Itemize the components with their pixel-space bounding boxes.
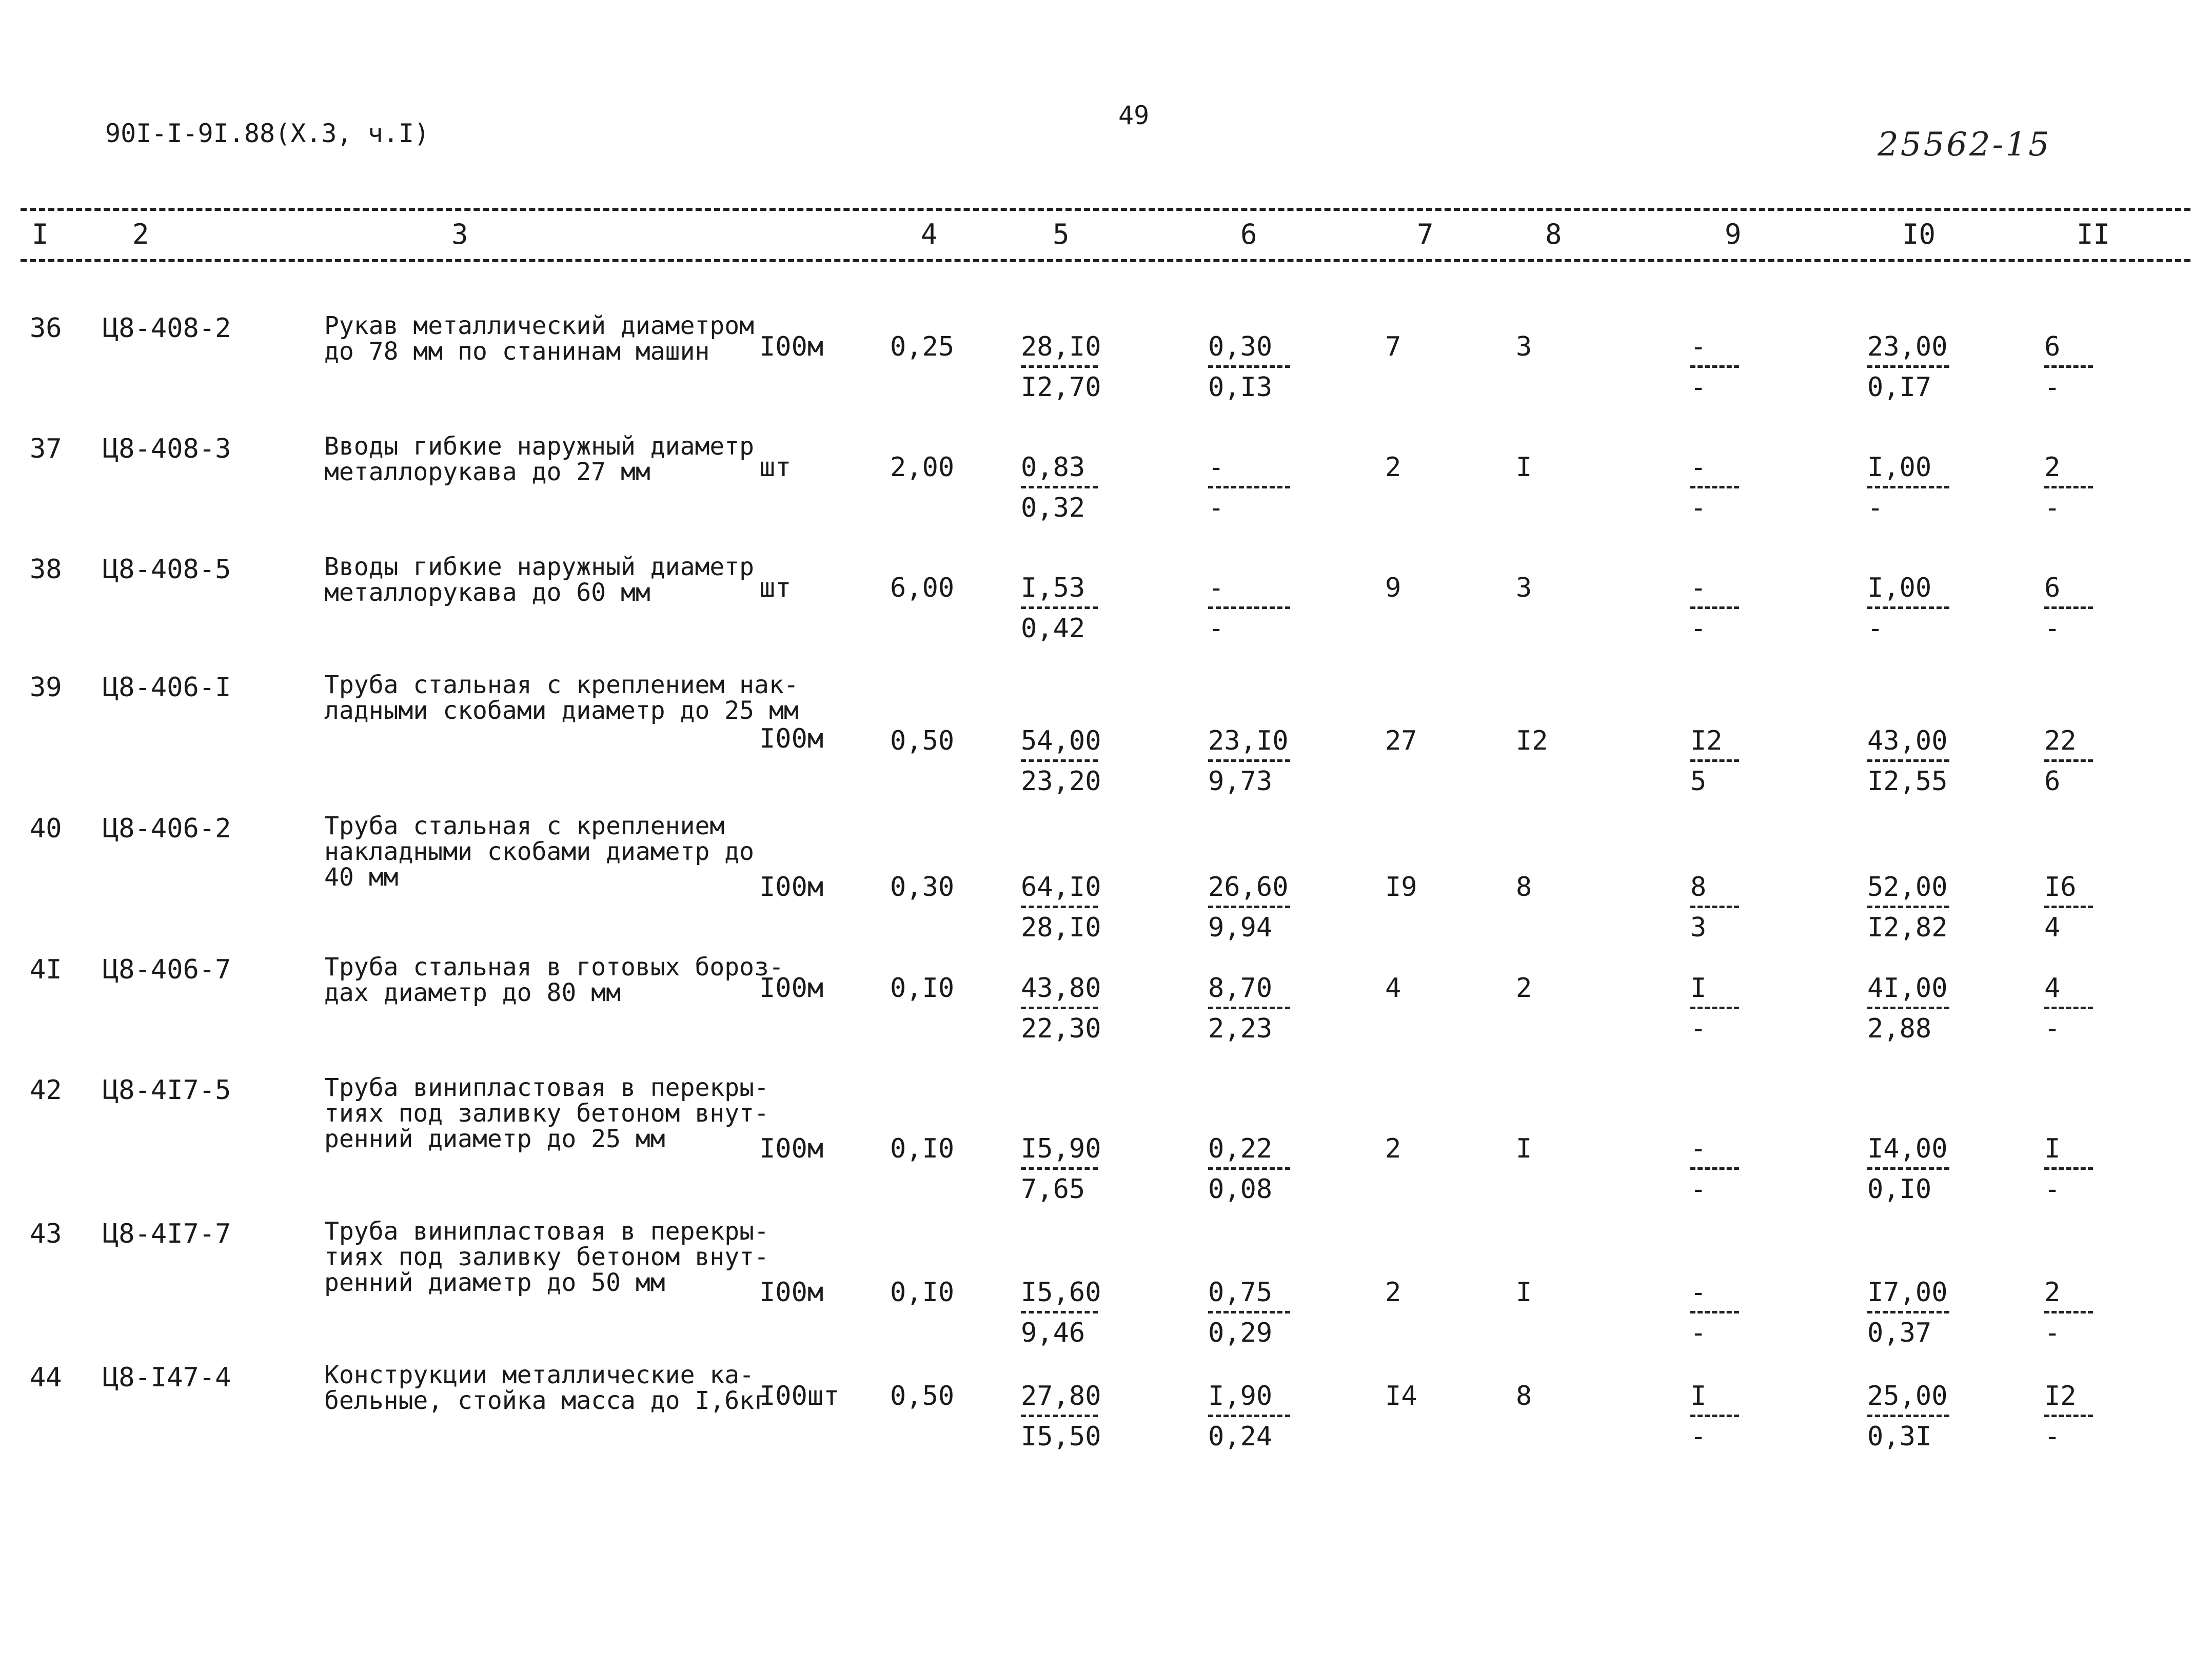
document-code: 90I-I-9I.88(X.3, ч.I) [105,119,430,148]
fraction-bar [2044,906,2093,908]
fraction-c9 [1690,454,1739,521]
fraction-numerator: 23,00 [1867,331,1948,362]
work-description [324,813,754,890]
work-description-line: металлорукава до 60 мм [324,578,650,607]
col-header-6: 6 [1240,218,1257,250]
fraction-numerator: I2 [1690,725,1723,756]
fraction-bar [1867,1167,1949,1170]
unit-of-measure: I00м [759,1133,824,1164]
fraction-denominator: - [1690,1318,1707,1348]
fraction-c6 [1208,874,1290,941]
fraction-c6 [1208,1279,1290,1346]
fraction-denominator: - [2044,493,2061,523]
row-number: 38 [30,554,62,585]
fraction-bar [1021,1007,1098,1009]
fraction-denominator: 0,I7 [1867,372,1932,403]
unit-of-measure: I00м [759,973,824,1004]
work-description-line: Конструкции металлические ка- [324,1361,755,1389]
fraction-c10 [1867,1383,1949,1450]
fraction-c6 [1208,575,1290,642]
fraction-denominator: - [1208,613,1224,644]
fraction-numerator: 4 [2044,973,2061,1004]
column-7-value: 2 [1385,1133,1401,1164]
work-description-line: Труба винипластовая в перекры- [324,1073,769,1102]
fraction-denominator: 4 [2044,912,2061,943]
fraction-denominator: 0,37 [1867,1318,1932,1348]
fraction-bar [1208,486,1290,488]
column-8-value: 3 [1516,573,1532,603]
work-description [324,313,754,364]
work-description-line: тиях под заливку бетоном внут- [324,1099,769,1128]
fraction-numerator: 8,70 [1208,973,1273,1004]
fraction-denominator: - [2044,1421,2061,1452]
fraction-bar [1867,365,1949,368]
fraction-denominator: 23,20 [1021,766,1101,797]
fraction-bar [1690,906,1739,908]
fraction-denominator: - [1690,1421,1707,1452]
fraction-numerator: - [1690,452,1707,483]
fraction-denominator: 2,23 [1208,1013,1273,1044]
work-description [324,434,754,485]
fraction-c10 [1867,1279,1949,1346]
fraction-denominator: I2,70 [1021,372,1101,403]
work-description-line: тиях под заливку бетоном внут- [324,1243,769,1271]
fraction-numerator: 25,00 [1867,1381,1948,1411]
work-description [324,554,754,605]
col-header-5: 5 [1053,218,1070,250]
fraction-denominator: 28,I0 [1021,912,1101,943]
fraction-bar [2044,1167,2093,1170]
row-number: 44 [30,1362,62,1393]
fraction-bar [1208,1415,1290,1417]
fraction-numerator: I,00 [1867,452,1932,483]
fraction-numerator: 52,00 [1867,872,1948,903]
column-7-value: 4 [1385,973,1401,1004]
work-description-line: Труба стальная в готовых бороз- [324,953,784,982]
col-header-4: 4 [921,218,938,250]
page-number: 49 [1118,101,1150,130]
quantity: 0,25 [890,331,955,362]
fraction-denominator: - [2044,372,2061,403]
work-description-line: накладными скобами диаметр до [324,837,755,866]
fraction-c6 [1208,725,1290,797]
work-description-line: ладными скобами диаметр до 25 мм [324,696,799,725]
column-8-value: 2 [1516,973,1532,1004]
fraction-c11 [2044,874,2093,941]
fraction-denominator: - [2044,1174,2061,1205]
fraction-c11 [2044,1383,2093,1450]
fraction-numerator: I,53 [1021,573,1085,603]
fraction-denominator: 0,3I [1867,1421,1932,1452]
fraction-c6 [1208,1383,1290,1450]
fraction-bar [1867,606,1949,609]
fraction-bar [1021,365,1098,368]
quantity: 6,00 [890,573,955,603]
fraction-bar [1690,606,1739,609]
col-header-7: 7 [1417,218,1434,250]
fraction-c11 [2044,1135,2093,1203]
column-7-value: 2 [1385,1277,1401,1308]
fraction-c5 [1021,725,1101,797]
work-description [324,1362,769,1414]
fraction-denominator: 0,I3 [1208,372,1273,403]
fraction-bar [2044,759,2093,762]
fraction-numerator: I5,90 [1021,1133,1101,1164]
work-description-line: дах диаметр до 80 мм [324,978,621,1007]
fraction-c11 [2044,1279,2093,1346]
column-8-value: I [1516,1133,1532,1164]
quantity: 2,00 [890,452,955,483]
handwritten-document-number: 25562-15 [1878,126,2051,164]
quantity: 0,50 [890,725,955,756]
fraction-numerator: I7,00 [1867,1277,1948,1308]
fraction-bar [2044,606,2093,609]
fraction-bar [1867,759,1949,762]
col-header-2: 2 [132,218,149,250]
work-description-line: ренний диаметр до 50 мм [324,1268,665,1297]
fraction-denominator: - [1208,493,1224,523]
fraction-numerator: 6 [2044,573,2061,603]
fraction-bar [1208,1167,1290,1170]
unit-of-measure: I00м [759,723,824,754]
fraction-c9 [1690,575,1739,642]
fraction-c9 [1690,1279,1739,1346]
fraction-bar [1690,365,1739,368]
fraction-bar [1021,1415,1098,1417]
fraction-numerator: - [1690,1277,1707,1308]
fraction-c10 [1867,575,1949,642]
fraction-numerator: 26,60 [1208,872,1289,903]
fraction-bar [1867,1311,1949,1313]
fraction-denominator: - [2044,613,2061,644]
fraction-numerator: 28,I0 [1021,331,1101,362]
fraction-c9 [1690,1135,1739,1203]
work-description-line: Труба стальная с креплением [324,812,725,840]
column-7-value: 9 [1385,573,1401,603]
fraction-numerator: 23,I0 [1208,725,1289,756]
row-number: 4I [30,954,62,985]
fraction-bar [1867,1007,1949,1009]
column-7-value: I4 [1385,1381,1417,1411]
fraction-numerator: I5,60 [1021,1277,1101,1308]
fraction-bar [1690,486,1739,488]
fraction-numerator: I,90 [1208,1381,1273,1411]
rate-code: Ц8-408-5 [103,554,231,585]
fraction-c5 [1021,1277,1101,1348]
rate-code: Ц8-406-2 [103,813,231,844]
fraction-numerator: I,00 [1867,573,1932,603]
fraction-bar [1690,1167,1739,1170]
rate-code: Ц8-4I7-7 [103,1219,231,1249]
fraction-c10 [1867,1135,1949,1203]
column-8-value: I2 [1516,725,1548,756]
rate-code: Ц8-4I7-5 [103,1075,231,1106]
fraction-bar [1208,906,1290,908]
work-description-line: Труба винипластовая в перекры- [324,1217,769,1246]
column-7-value: I9 [1385,872,1417,903]
fraction-denominator: 9,94 [1208,912,1273,943]
rate-code: Ц8-408-3 [103,434,231,464]
fraction-bar [1021,606,1098,609]
fraction-c5 [1021,1381,1101,1452]
fraction-numerator: - [1690,573,1707,603]
fraction-numerator: - [1208,452,1224,483]
col-header-10: I0 [1902,218,1936,250]
fraction-numerator: I2 [2044,1381,2077,1411]
rate-code: Ц8-I47-4 [103,1362,231,1393]
fraction-denominator: 2,88 [1867,1013,1932,1044]
row-number: 39 [30,672,62,703]
fraction-bar [2044,1007,2093,1009]
work-description-line: Рукав металлический диаметром [324,311,755,340]
unit-of-measure: I00м [759,872,824,903]
row-number: 42 [30,1075,62,1106]
quantity: 0,30 [890,872,955,903]
fraction-c5 [1021,872,1101,943]
fraction-denominator: - [1690,613,1707,644]
fraction-denominator: I2,82 [1867,912,1948,943]
fraction-denominator: 0,29 [1208,1318,1273,1348]
fraction-c6 [1208,975,1290,1042]
row-number: 36 [30,313,62,344]
work-description-line: Вводы гибкие наружный диаметр [324,553,755,581]
row-number: 37 [30,434,62,464]
work-description [324,954,784,1006]
fraction-denominator: 0,24 [1208,1421,1273,1452]
fraction-c11 [2044,725,2093,797]
fraction-c11 [2044,975,2093,1042]
fraction-c5 [1021,575,1098,642]
fraction-numerator: I [1690,1381,1707,1411]
column-8-value: I [1516,452,1532,483]
fraction-c10 [1867,975,1949,1042]
rate-code: Ц8-406-7 [103,954,231,985]
row-number: 43 [30,1219,62,1249]
fraction-bar [1690,1415,1739,1417]
fraction-c9 [1690,725,1739,797]
fraction-numerator: 0,22 [1208,1133,1273,1164]
fraction-bar [1208,759,1290,762]
col-header-3: 3 [451,218,468,250]
fraction-numerator: 2 [2044,452,2061,483]
column-8-value: 8 [1516,872,1532,903]
fraction-c10 [1867,725,1949,797]
header-top-rule [21,208,2190,211]
unit-of-measure: I00м [759,1277,824,1308]
fraction-denominator: 0,08 [1208,1174,1273,1205]
fraction-denominator: I2,55 [1867,766,1948,797]
fraction-numerator: 4I,00 [1867,973,1948,1004]
fraction-denominator: 5 [1690,766,1707,797]
fraction-denominator: - [1690,1174,1707,1205]
fraction-bar [1690,759,1739,762]
fraction-denominator: 22,30 [1021,1013,1101,1044]
fraction-c10 [1867,454,1949,521]
fraction-c9 [1690,874,1739,941]
fraction-bar [1208,606,1290,609]
fraction-c5 [1021,1133,1101,1205]
unit-of-measure: I00шт [759,1381,840,1411]
fraction-bar [2044,1415,2093,1417]
quantity: 0,I0 [890,1277,955,1308]
work-description-line: бельные, стойка масса до I,6кг [324,1386,769,1415]
work-description [324,1219,769,1296]
fraction-c9 [1690,975,1739,1042]
fraction-denominator: 9,73 [1208,766,1273,797]
col-header-11: II [2077,218,2110,250]
quantity: 0,I0 [890,1133,955,1164]
fraction-numerator: - [1208,573,1224,603]
work-description [324,672,799,723]
fraction-numerator: 8 [1690,872,1707,903]
fraction-denominator: 0,42 [1021,613,1085,644]
fraction-denominator: - [1867,613,1884,644]
fraction-bar [1021,1167,1098,1170]
fraction-numerator: 54,00 [1021,725,1101,756]
fraction-c10 [1867,331,1949,403]
rate-code: Ц8-408-2 [103,313,231,344]
fraction-bar [1208,365,1290,368]
row-number: 40 [30,813,62,844]
fraction-c9 [1690,331,1739,403]
fraction-denominator: 0,I0 [1867,1174,1932,1205]
fraction-c9 [1690,1383,1739,1450]
column-8-value: I [1516,1277,1532,1308]
fraction-numerator: 64,I0 [1021,872,1101,903]
rate-code: Ц8-406-I [103,672,231,703]
fraction-c11 [2044,331,2093,403]
fraction-denominator: - [1690,1013,1707,1044]
fraction-numerator: - [1690,1133,1707,1164]
unit-of-measure: I00м [759,331,824,362]
fraction-c5 [1021,973,1101,1044]
fraction-bar [1867,486,1949,488]
fraction-bar [2044,365,2093,368]
fraction-c5 [1021,454,1098,521]
fraction-denominator: 6 [2044,766,2061,797]
fraction-bar [1021,486,1098,488]
fraction-numerator: 0,30 [1208,331,1273,362]
quantity: 0,50 [890,1381,955,1411]
header-bottom-rule [21,259,2190,262]
col-header-9: 9 [1725,218,1742,250]
fraction-numerator: I [2044,1133,2061,1164]
fraction-bar [1867,906,1949,908]
unit-of-measure: шт [759,573,792,603]
fraction-numerator: I [1690,973,1707,1004]
fraction-denominator: - [2044,1013,2061,1044]
work-description-line: 40 мм [324,863,399,892]
fraction-denominator: 3 [1690,912,1707,943]
fraction-c6 [1208,454,1290,521]
fraction-numerator: 43,80 [1021,973,1101,1004]
fraction-denominator: - [1690,372,1707,403]
fraction-c6 [1208,331,1290,403]
column-8-value: 3 [1516,331,1532,362]
unit-of-measure: шт [759,452,792,483]
fraction-c5 [1021,331,1101,403]
work-description-line: Труба стальная с креплением нак- [324,671,799,699]
fraction-c11 [2044,454,2093,521]
fraction-numerator: I4,00 [1867,1133,1948,1164]
fraction-bar [1021,759,1098,762]
fraction-denominator: 9,46 [1021,1318,1085,1348]
column-8-value: 8 [1516,1381,1532,1411]
work-description-line: до 78 мм по станинам машин [324,337,710,366]
fraction-denominator: 7,65 [1021,1174,1085,1205]
fraction-bar [2044,1311,2093,1313]
fraction-c10 [1867,874,1949,941]
fraction-numerator: 0,75 [1208,1277,1273,1308]
column-7-value: 7 [1385,331,1401,362]
fraction-denominator: - [2044,1318,2061,1348]
fraction-denominator: - [1867,493,1884,523]
fraction-numerator: 6 [2044,331,2061,362]
fraction-denominator: - [1690,493,1707,523]
fraction-bar [1867,1415,1949,1417]
fraction-c6 [1208,1135,1290,1203]
work-description-line: металлорукава до 27 мм [324,458,650,486]
fraction-numerator: - [1690,331,1707,362]
quantity: 0,I0 [890,973,955,1004]
fraction-c11 [2044,575,2093,642]
fraction-bar [1208,1007,1290,1009]
fraction-numerator: 0,83 [1021,452,1085,483]
fraction-denominator: 0,32 [1021,493,1085,523]
fraction-numerator: 22 [2044,725,2077,756]
fraction-numerator: I6 [2044,872,2077,903]
fraction-numerator: 27,80 [1021,1381,1101,1411]
work-description-line: ренний диаметр до 25 мм [324,1125,665,1153]
fraction-numerator: 2 [2044,1277,2061,1308]
fraction-denominator: I5,50 [1021,1421,1101,1452]
fraction-numerator: 43,00 [1867,725,1948,756]
fraction-bar [1690,1007,1739,1009]
fraction-bar [1690,1311,1739,1313]
column-7-value: 2 [1385,452,1401,483]
fraction-bar [1021,906,1098,908]
fraction-bar [1208,1311,1290,1313]
work-description-line: Вводы гибкие наружный диаметр [324,432,755,461]
work-description [324,1075,769,1152]
column-7-value: 27 [1385,725,1417,756]
col-header-1: I [32,218,49,250]
col-header-8: 8 [1545,218,1562,250]
fraction-bar [2044,486,2093,488]
fraction-bar [1021,1311,1098,1313]
